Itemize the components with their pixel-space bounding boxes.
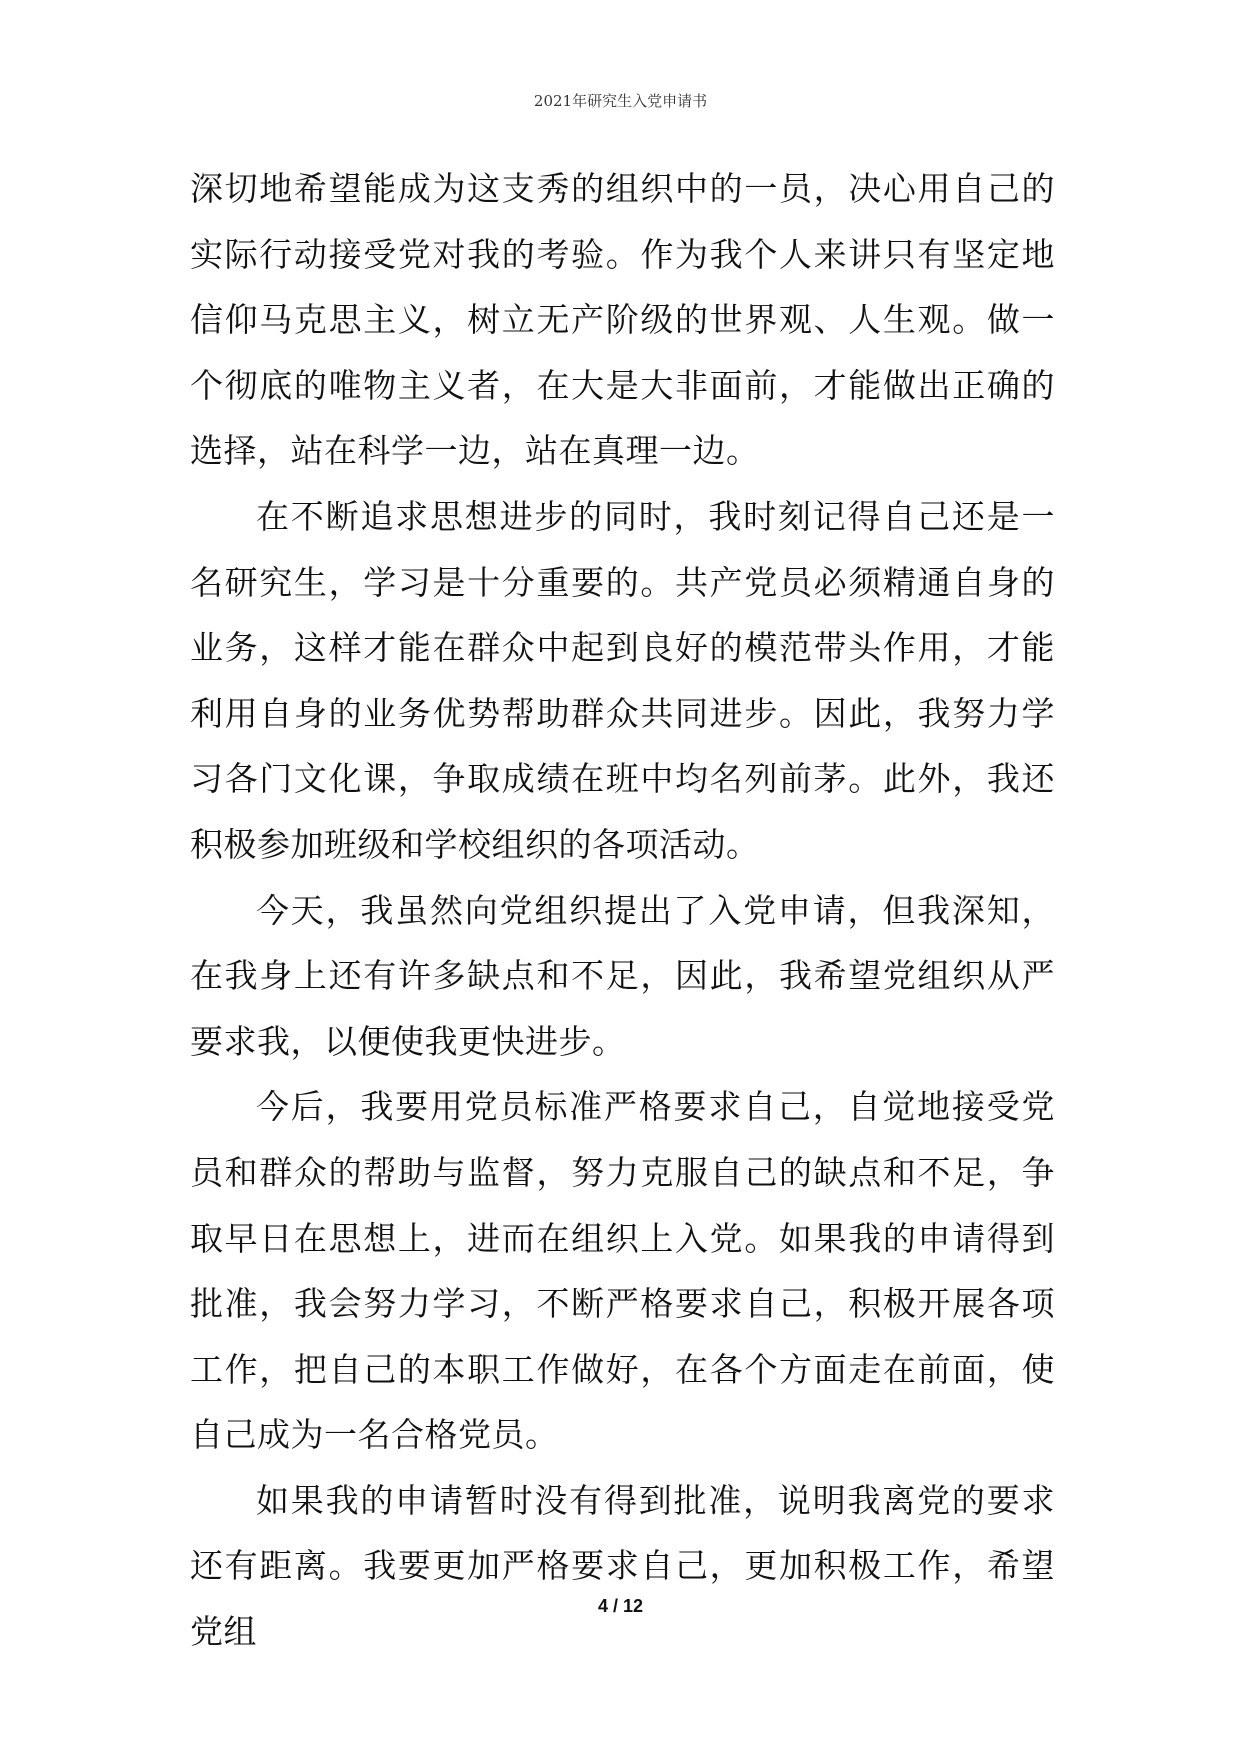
paragraph-1: 深切地希望能成为这支秀的组织中的一员，决心用自己的实际行动接受党对我的考验。作为我个人来讲只有坚定地信仰马克思主义，树立无产阶级的世界观、人生观。做一个彻底的唯物主义者，在大是大非面前，才能做出正确的选择，站在科学一边，站在真理一边。: [190, 169, 1055, 471]
paragraph-2: 在不断追求思想进步的同时，我时刻记得自己还是一名研究生，学习是十分重要的。共产党员必须精通自身的业务，这样才能在群众中起到良好的模范带头作用，才能利用自身的业务优势帮助群众共同进步。因此，我努力学习各门文化课，争取成绩在班中均名列前茅。此外，我还积极参加班级和学校组织的各项活动。: [190, 496, 1055, 864]
page-footer: [0, 1596, 1241, 1617]
header-title: 2021年研究生入党申请书: [533, 92, 708, 110]
paragraph-3: 今天，我虽然向党组织提出了入党申请，但我深知，在我身上还有许多缺点和不足，因此，我希望党组织从严要求我，以便使我更快进步。: [190, 890, 1055, 1061]
page-header: [0, 90, 1241, 111]
paragraph-4: 今后，我要用党员标准严格要求自己，自觉地接受党员和群众的帮助与监督，努力克服自己的缺点和不足，争取早日在思想上，进而在组织上入党。如果我的申请得到批准，我会努力学习，不断严格要求自己，积极开展各项工作，把自己的本职工作做好，在各个方面走在前面，使自己成为一名合格党员。: [190, 1087, 1055, 1455]
page-number: 4 / 12: [597, 1596, 644, 1616]
document-body: [190, 156, 1055, 1665]
paragraph-5: 如果我的申请暂时没有得到批准，说明我离党的要求还有距离。我要更加严格要求自己，更加积极工作，希望党组: [190, 1480, 1055, 1652]
